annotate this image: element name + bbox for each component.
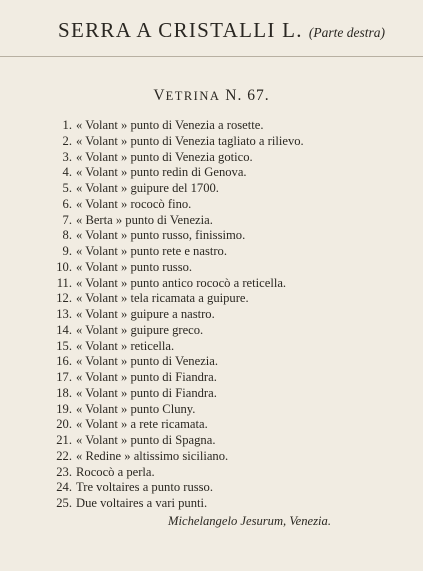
item-text: « Volant » reticella. [76, 338, 175, 353]
list-item [56, 433, 304, 449]
list-item [56, 213, 304, 229]
vetrina-heading [0, 87, 423, 105]
header-rule [0, 56, 423, 57]
item-number: 22. [56, 448, 72, 463]
item-number: 16. [56, 354, 72, 369]
item-number: 7. [62, 212, 72, 227]
item-number: 17. [56, 370, 72, 384]
item-number: 18. [56, 385, 72, 400]
list-item [56, 449, 304, 465]
item-number: 1. [62, 118, 72, 132]
item-text: « Volant » punto di Venezia a rosette. [76, 118, 264, 132]
item-number: 8. [62, 228, 72, 243]
item-number: 4. [62, 165, 72, 180]
item-number: 25. [56, 496, 72, 510]
item-text: « Redine » altissimo siciliano. [76, 448, 229, 463]
page-subtitle: (Parte destra) [308, 25, 385, 40]
page-header [58, 18, 418, 43]
list-item [56, 150, 304, 166]
vetrina-label-initial: V [153, 87, 166, 104]
list-item [56, 339, 304, 355]
item-number: 19. [56, 401, 72, 416]
item-number: 23. [56, 464, 72, 479]
vetrina-label-rest: ETRINA [165, 89, 221, 103]
page-title: SERRA A CRISTALLI L. [58, 18, 303, 42]
item-number: 20. [56, 417, 72, 432]
list-item [56, 260, 304, 276]
item-text: « Volant » punto russo. [76, 259, 193, 274]
item-text: Due voltaires a vari punti. [76, 496, 208, 510]
item-number: 3. [62, 149, 72, 164]
list-item [56, 354, 304, 370]
item-text: « Volant » a rete ricamata. [76, 417, 208, 432]
item-text: « Volant » punto redin di Genova. [76, 165, 247, 180]
item-text: « Volant » punto russo, finissimo. [76, 228, 246, 243]
item-text: Rococò a perla. [76, 464, 155, 479]
item-text: « Volant » guipure greco. [76, 322, 204, 337]
list-item [56, 228, 304, 244]
list-item [56, 323, 304, 339]
vetrina-number: N. 67. [225, 87, 270, 104]
item-text: « Volant » punto di Spagna. [76, 433, 216, 447]
item-text: « Berta » punto di Venezia. [76, 212, 213, 227]
signature: Michelangelo Jesurum, Venezia. [168, 514, 331, 528]
item-number: 15. [56, 338, 72, 353]
item-text: « Volant » punto antico rococò a reticella. [76, 275, 287, 290]
item-number: 6. [62, 196, 72, 211]
list-item [56, 134, 304, 150]
list-item [56, 402, 304, 418]
item-list [56, 118, 304, 512]
item-number: 9. [62, 244, 72, 258]
item-number: 2. [62, 133, 72, 148]
item-number: 13. [56, 307, 72, 321]
item-text: « Volant » guipure del 1700. [76, 181, 219, 195]
item-number: 24. [56, 480, 72, 495]
item-text: « Volant » guipure a nastro. [76, 307, 215, 321]
list-item [56, 181, 304, 197]
item-number: 5. [62, 181, 72, 195]
item-text: « Volant » punto di Venezia gotico. [76, 149, 253, 164]
list-item [56, 165, 304, 181]
item-text: « Volant » punto di Venezia tagliato a rilievo. [76, 133, 304, 148]
list-item [56, 386, 304, 402]
item-text: « Volant » punto di Venezia. [76, 354, 219, 369]
item-number: 12. [56, 291, 72, 306]
item-text: Tre voltaires a punto russo. [76, 480, 214, 495]
item-text: « Volant » tela ricamata a guipure. [76, 291, 249, 306]
list-item [56, 276, 304, 292]
item-text: « Volant » punto rete e nastro. [76, 244, 227, 258]
item-text: « Volant » punto Cluny. [76, 401, 196, 416]
list-item [56, 307, 304, 323]
list-item [56, 496, 304, 512]
list-item [56, 480, 304, 496]
list-item [56, 291, 304, 307]
list-item [56, 465, 304, 481]
item-number: 11. [56, 275, 72, 290]
list-item [56, 370, 304, 386]
item-text: « Volant » punto di Fiandra. [76, 385, 217, 400]
list-item [56, 244, 304, 260]
list-item [56, 417, 304, 433]
item-number: 21. [56, 433, 72, 447]
list-item [56, 197, 304, 213]
item-text: « Volant » rococò fino. [76, 196, 192, 211]
list-item [56, 118, 304, 134]
item-text: « Volant » punto di Fiandra. [76, 370, 217, 384]
item-number: 14. [56, 322, 72, 337]
item-number: 10. [56, 259, 72, 274]
